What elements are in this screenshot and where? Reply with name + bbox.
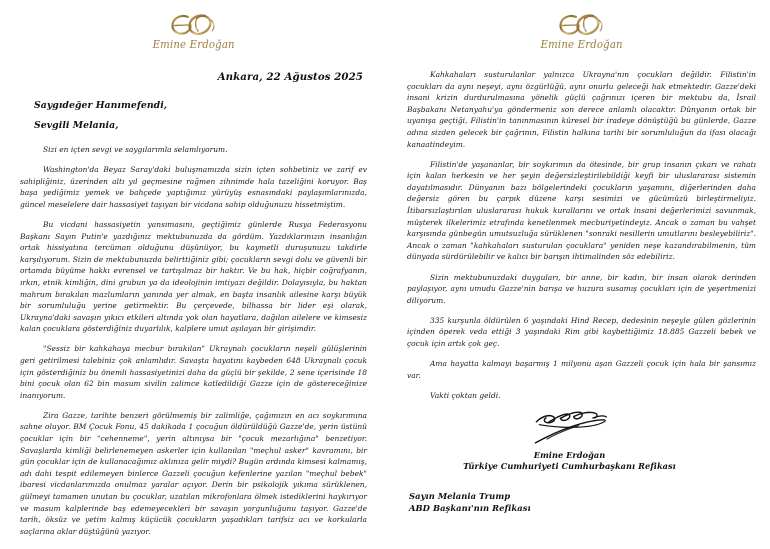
letterhead-name: Emine Erdoğan	[152, 38, 235, 51]
handwritten-signature-icon	[522, 407, 618, 449]
letterhead-page-2	[407, 6, 756, 51]
signature-title: Türkiye Cumhuriyeti Cumhurbaşkanı Refikası	[463, 461, 676, 472]
paragraph: Bu vicdani hassasiyetin yansımasını, geçtiğimiz günlerde Rusya Federasyonu Başkanı Sayın Putin'e yazdığınız mektubunuzda da gördüm. Yazdıklarınızın insanlığın ortak hissiyatına tercüman olduğunu düşünüyor, bu kaymetli duruşunuzu takdirle karşılıyorum. Sizin de mektubunuzda belirttiğiniz gibi; çocukların sevgi dolu ve güvenli bir ortamda büyüme hakkı evrensel ve tartışılmaz bir haktır. Ve bu hak, hiçbir coğrafyanın, ırkın, etnik kimliğin, dini grubun ya da ideolojinin imtiyazı değildir. Dolayısıyla, bu haktan mahrum bırakılan mazlumların yanında yer almak, en başta insanlık ailesine karşı büyük bir sorumluluğu yerine getirmektir. Bu çerçevede, bilhassa bir lider eşi olarak, Ukrayna'daki savaşın yıkıcı etkileri altında yok olan hayatlara, dağılan ailelere ve kimsesiz kalan çocuklara gösterdiğiniz duyarlılık, kalplere umut aşılayan bir girişimdir.	[20, 219, 367, 334]
addressee-title: ABD Başkanı'nın Refikası	[409, 502, 531, 513]
addressee-block	[407, 491, 756, 514]
addressee-name: Sayın Melania Trump	[409, 491, 511, 502]
paragraph: Vakti çoktan geldi.	[430, 390, 501, 400]
paragraph: 335 kurşunla öldürülen 6 yaşındaki Hind Recep, dedesinin neşeyle gülen gözlerinin içinden öperek veda ettiği 3 yaşındaki Rim gibi kaybettiğimiz 18.885 Gazzeli bebek ve çocuk için artık çok geç.	[407, 315, 756, 348]
page-1-spacer	[20, 537, 367, 539]
paragraph: Sizi en içten sevgi ve saygılarımla selamlıyorum.	[43, 145, 228, 154]
paragraph: Filistin'de yaşananlar, bir soykırımın da ötesinde, bir grup insanın çıkarı ve rahatı için kalan herkesin ve her şeyin değersizleştirilebildiği keyfi bir uluslararası sistemin dayatılmasıdır. Dünyanın bazı bölgelerindeki çocukların yaşamını, diğerlerinden daha değersiz gören bu çarpık düzene karşı sesimizi ve gücümüzü birleştirmeliyiz. İtibarsızlaştırılan uluslararası hukuk kurallarını ve ortak insani değerlerimizi savunmak, müşterek ilkelerimiz etrafında kenetlenmek mecburiyetindeyiz. Ancak o zaman bu vahşet karşısında günbegün umutsuzluğa sürüklenen "sonraki nesillerin umutlarını besleyebiliriz". Ancak o zaman "kahkahaları susturulan çocuklara" yeniden neşe kazandırabilmenin, tüm dünyada sürdürülebilir ve kalıcı bir barışın ihtimalinden söz edebiliriz.	[407, 159, 756, 262]
page-2-spacer	[407, 514, 756, 539]
salutation-line-2: Sevgili Melania,	[34, 120, 119, 131]
salutation-block	[20, 100, 367, 140]
letter-page-2	[385, 0, 770, 549]
letterhead-name: Emine Erdoğan	[540, 38, 623, 51]
paragraph: Ama hayatta kalmayı başarmış 1 milyonu aşan Gazzeli çocuk için hala bir şansımız var.	[407, 359, 756, 380]
paragraph: Sizin mektubunuzdaki duyguları, bir anne, bir kadın, bir insan olarak derinden paylaşıyor, aynı umudu Gazze'nin barışa ve huzura susamış çocukları için de yeşertmenizi diliyorum.	[407, 272, 756, 305]
page-1-body	[20, 144, 367, 537]
paragraph: Washington'da Beyaz Saray'daki buluşmamızda sizin içten sohbetiniz ve zarif ev sahipliğiniz, üzerinden altı yıl geçmesine rağmen zihnimde hala tazeliğini koruyor. Baş başa yediğimiz yemek ve bahçede yaptığımız yürüyüş esnasındaki paylaşımlarınızda, güncel meselelere dair hassasiyet taşıyan bir vicdana sahip olduğunuzu hissetmiştim.	[20, 165, 367, 209]
paragraph: "Sessiz bir kahkahaya mecbur bırakılan" Ukraynalı çocukların neşeli gülüşlerinin geri getirilmesi talebiniz çok anlamlıdır. Savaşta hayatını kaybeden 648 Ukraynalı çocuk için gösterdiğiniz bu önemli hassasiyetinizi daha da güçlü bir şekilde, 2 sene içerisinde 18 bini çocuk olan 62 bin masum sivilin zalimce katledildiği Gazze için de göstereceğinize inanıyorum.	[20, 344, 367, 400]
paragraph: Kahkahaları susturulanlar yalnızca Ukrayna'nın çocukları değildir. Filistin'in çocukları da aynı neşeyi, aynı özgürlüğü, aynı onurlu geleceği hak etmektedir. Gazze'deki insani krizin durdurulmasına yönelik güçlü çağrınızı içeren bir mektubu da, İsrail Başbakanı Netanyahu'ya göndermeniz son derece anlamlı olacaktır. Dünyanın ortak bir uyanışa geçtiği, Filistin'in tanınmasının küresel bir iradeye dönüştüğü bu günlerde, Gazze adına sizden gelecek bir çağrının, Filistin halkına tarihi bir sorumluluğun da ifası olacağı kanaatindeyim.	[407, 70, 756, 149]
emine-erdogan-monogram-icon	[554, 10, 610, 39]
page-2-body	[407, 69, 756, 401]
emine-erdogan-monogram-icon	[166, 10, 222, 39]
letter-date: Ankara, 22 Ağustos 2025	[217, 71, 363, 83]
salutation-line-1: Saygıdeğer Hanımefendi,	[34, 100, 168, 111]
signature-name: Emine Erdoğan	[533, 450, 606, 461]
paragraph: Zira Gazze, tarihte benzeri görülmemiş bir zalimliğe, çağımızın en acı soykırımına sahne oluyor. BM Çocuk Fonu, 45 dakikada 1 çocuğun öldürüldüğü Gazze'de, yerin üstünü çocuklar için bir "cehenneme", yerin altınıysa bir "çocuk mezarlığına" benzetiyor. Savaşlarda kimliği belirlenemeyen askerler için kullanılan "meçhul asker" kavramını, bir gün çocuklar için de kullanacağımız aklınıza gelir miydi? Bugün ardında kimsesi kalmamış, adı dahi tespit edilemeyen binlerce Gazzeli çocuğun kefenlerine yazılan "meçhul bebek" ibaresi vicdanlarımızda onulmaz yaralar açıyor. Derin bir psikolojik yıkıma sürüklenen, gülmeyi tamamen unutan bu çocuklar, uzatılan mikrofonlara ölmek istediklerini haykırıyor ve masum kalplerinde baş edemeyecekleri bir savaşın yorgunluğunu taşıyor. Gazze'de tarih, öksüz ve yetim kalmış küçücük çocukların yaşadıkları tarifsiz acı ve korkularla saçlarına aklar düştüğünü yazıyor.	[20, 410, 367, 536]
letterhead-page-1	[20, 6, 367, 51]
signature-block	[407, 407, 756, 471]
